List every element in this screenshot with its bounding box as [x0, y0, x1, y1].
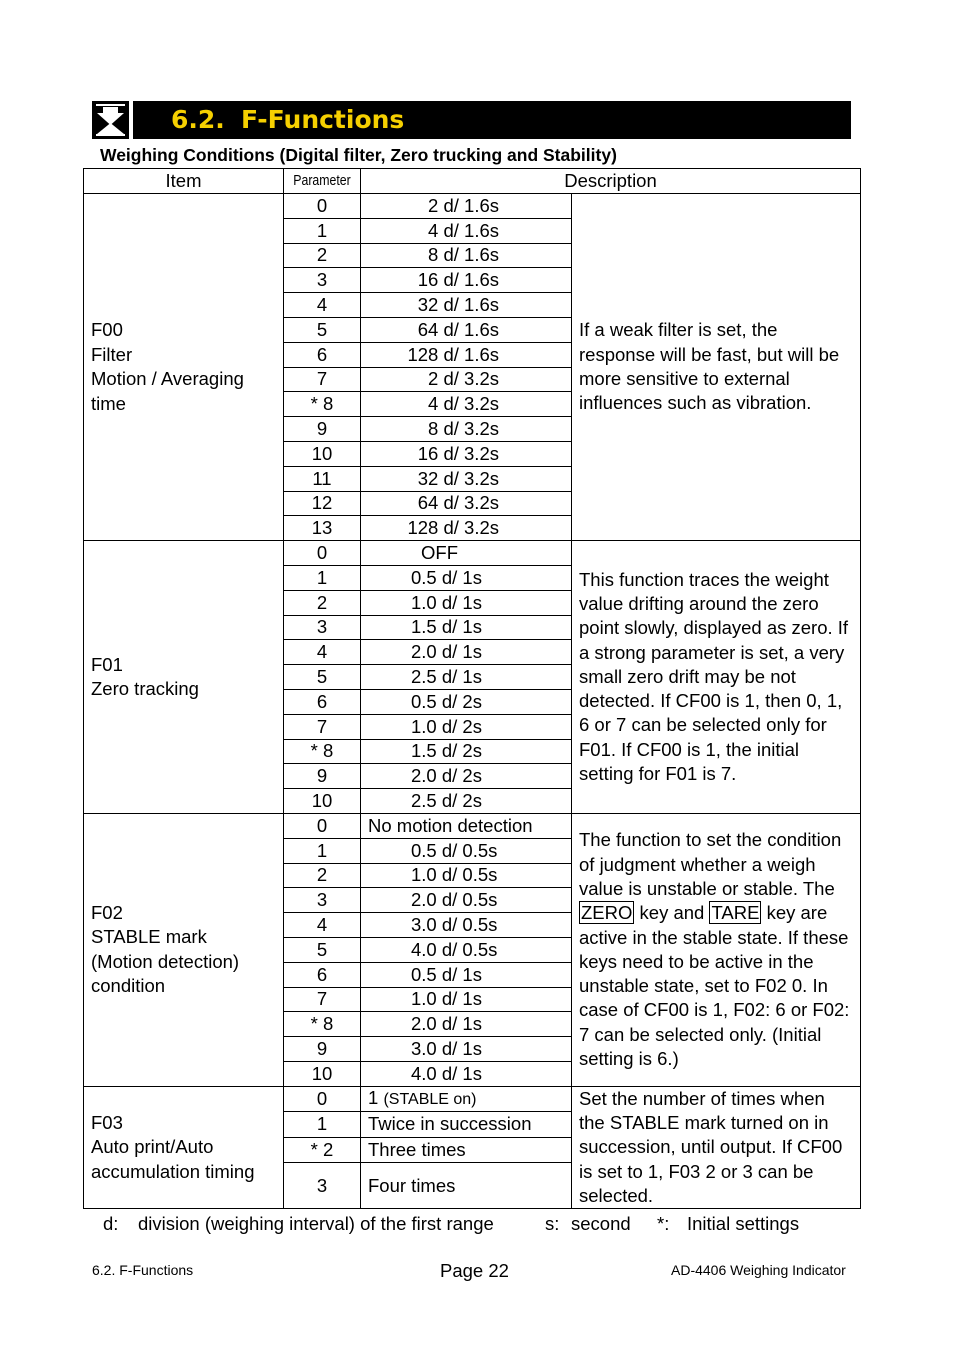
setting-value [361, 491, 572, 516]
parameter-value: 6 [284, 689, 361, 714]
table-row [84, 813, 861, 838]
setting-value [361, 392, 572, 417]
setting-value [361, 863, 572, 888]
item-line: Motion / Averaging [91, 368, 244, 390]
description-cell [572, 541, 861, 814]
item-cell [84, 813, 284, 1086]
setting-value [361, 565, 572, 590]
parameter-value: * 8 [284, 739, 361, 764]
item-cell [84, 1086, 284, 1208]
parameter-value: * 8 [284, 1012, 361, 1037]
setting-value-text: 64 d/ 1.6s [417, 318, 499, 340]
setting-value [361, 268, 572, 293]
item-cell [84, 194, 284, 541]
parameter-value: 9 [284, 1037, 361, 1062]
setting-value [361, 590, 572, 615]
item-line: Zero tracking [91, 678, 199, 700]
setting-value [361, 937, 572, 962]
item-line: Auto print/Auto [91, 1136, 214, 1158]
parameter-value: 0 [284, 194, 361, 219]
setting-value [361, 417, 572, 442]
description-text: The function to set the condition of judgment whether a weigh value is unstable or stable. The [579, 829, 842, 899]
setting-value [361, 714, 572, 739]
table-header-row [84, 169, 861, 194]
parameter-value: 0 [284, 1086, 361, 1112]
setting-value-text: Twice in succession [368, 1113, 532, 1135]
footer-section: 6.2. F-Functions [92, 1262, 194, 1278]
setting-value-text: 3.0 d/ 1s [411, 1037, 482, 1059]
setting-value [361, 218, 572, 243]
setting-value-text: 0.5 d/ 2s [411, 690, 482, 712]
setting-value-text: 4.0 d/ 1s [411, 1062, 482, 1084]
setting-value [361, 194, 572, 219]
setting-value-text: 2 d/ 3.2s [428, 368, 499, 390]
setting-value-text: 1.5 d/ 1s [411, 616, 482, 638]
setting-value [361, 813, 572, 838]
setting-value-text: 4.0 d/ 0.5s [411, 938, 498, 960]
setting-value [361, 838, 572, 863]
setting-value-text: 1.0 d/ 1s [411, 591, 482, 613]
footnote-d-label: d: [103, 1213, 119, 1234]
setting-value-text: 32 d/ 1.6s [417, 294, 499, 316]
setting-value [361, 541, 572, 566]
setting-value-text: 4 d/ 3.2s [428, 393, 499, 415]
parameter-value: 1 [284, 218, 361, 243]
parameter-value: 5 [284, 317, 361, 342]
parameter-value: 12 [284, 491, 361, 516]
item-line: F03 [91, 1111, 123, 1133]
item-line: F00 [91, 319, 123, 341]
parameter-value: 6 [284, 962, 361, 987]
setting-value-text: 2.0 d/ 1s [411, 1013, 482, 1035]
parameter-value: 7 [284, 714, 361, 739]
parameter-value: 1 [284, 838, 361, 863]
parameter-value: 10 [284, 441, 361, 466]
setting-value-text: 8 d/ 3.2s [428, 418, 499, 440]
parameter-value: 2 [284, 863, 361, 888]
parameter-value: 1 [284, 1112, 361, 1137]
parameter-value: 1 [284, 565, 361, 590]
setting-value [361, 962, 572, 987]
section-title: F-Functions [241, 105, 405, 134]
setting-value [361, 243, 572, 268]
setting-value [361, 739, 572, 764]
item-line: condition [91, 975, 166, 997]
setting-value-text: 1.0 d/ 1s [411, 988, 482, 1010]
footnote-s-text: second [571, 1213, 631, 1234]
description-text: key and [634, 902, 710, 924]
setting-value [361, 640, 572, 665]
parameter-value: 2 [284, 243, 361, 268]
section-banner [92, 101, 851, 139]
parameter-value: 11 [284, 466, 361, 491]
parameter-value: 0 [284, 813, 361, 838]
setting-value-text: 0.5 d/ 0.5s [411, 839, 498, 861]
footnote-star-text: Initial settings [687, 1213, 800, 1234]
table-row [84, 541, 861, 566]
description-text: Set the number of times when the STABLE mark turned on in succession, until output. If CF00 is set to 1, F03 2 or 3 can be selected. [579, 1087, 843, 1206]
parameter-value: 0 [284, 541, 361, 566]
setting-value [361, 1037, 572, 1062]
setting-value-text: 2.0 d/ 0.5s [411, 889, 498, 911]
table-row [84, 1086, 861, 1112]
setting-value [361, 516, 572, 541]
setting-value [361, 1012, 572, 1037]
setting-value [361, 466, 572, 491]
parameter-value: 13 [284, 516, 361, 541]
setting-value-text: 8 d/ 1.6s [428, 244, 499, 266]
parameter-value: 3 [284, 615, 361, 640]
setting-value-text: 1 [368, 1086, 384, 1108]
setting-value-text: 128 d/ 1.6s [407, 343, 499, 365]
description-cell [572, 813, 861, 1086]
setting-value-text: 1.0 d/ 0.5s [411, 864, 498, 886]
parameter-value: 5 [284, 665, 361, 690]
footnote-star-label: *: [657, 1213, 670, 1234]
parameter-value: 10 [284, 789, 361, 814]
parameter-value: * 8 [284, 392, 361, 417]
setting-value [361, 987, 572, 1012]
footer-product: AD-4406 Weighing Indicator [671, 1262, 846, 1278]
setting-value [361, 888, 572, 913]
setting-value-text: 1.5 d/ 2s [411, 740, 482, 762]
parameter-value: 7 [284, 367, 361, 392]
setting-value [361, 317, 572, 342]
parameter-value: 6 [284, 342, 361, 367]
setting-value-note: (STABLE on) [383, 1090, 477, 1108]
parameter-value: 3 [284, 888, 361, 913]
item-line: (Motion detection) [91, 950, 240, 972]
setting-value [361, 789, 572, 814]
description-text: This function traces the weight value drifting around the zero point slowly, displayed as zero. If a strong parameter is set, a very small zero drift may be not detected. If CF00 is 1, then 0, 1, 6 or 7 can be selected only for F01. If CF00 is 1, the initial setting for F01 is 7. [579, 568, 849, 785]
setting-value-text: 0.5 d/ 1s [411, 566, 482, 588]
description-cell [572, 194, 861, 541]
item-line: Filter [91, 343, 133, 365]
parameter-value: 3 [284, 268, 361, 293]
item-line: F01 [91, 653, 123, 675]
setting-value-text: 2.5 d/ 2s [411, 790, 482, 812]
setting-value-text: 1.0 d/ 2s [411, 715, 482, 737]
setting-value [361, 1112, 572, 1137]
item-cell [84, 541, 284, 814]
setting-value [361, 1137, 572, 1162]
parameter-value: 2 [284, 590, 361, 615]
footnote-d-text: division (weighing interval) of the first range [138, 1213, 494, 1234]
setting-value [361, 367, 572, 392]
parameter-value: 9 [284, 417, 361, 442]
setting-value-text: Three times [368, 1138, 466, 1160]
setting-value [361, 913, 572, 938]
setting-value [361, 764, 572, 789]
parameter-value: 10 [284, 1061, 361, 1086]
setting-value-text: Four times [368, 1174, 456, 1196]
setting-value-text: 16 d/ 1.6s [417, 269, 499, 291]
section-heading-bar [133, 101, 851, 139]
footnote-s-label: s: [545, 1213, 560, 1234]
setting-value-text: 16 d/ 3.2s [417, 442, 499, 464]
footer-page-number: Page 22 [440, 1260, 509, 1281]
setting-value-text: No motion detection [368, 814, 533, 836]
parameter-value: 9 [284, 764, 361, 789]
setting-value-text: 4 d/ 1.6s [428, 219, 499, 241]
setting-value-text: OFF [421, 542, 458, 564]
setting-value-text: 2.0 d/ 1s [411, 641, 482, 663]
zero-key-label: ZERO [581, 902, 633, 924]
f-functions-table [83, 168, 861, 1209]
down-arrow-to-bar-icon [92, 101, 129, 139]
parameter-value: * 2 [284, 1137, 361, 1162]
item-line: time [91, 392, 126, 414]
item-line: accumulation timing [91, 1160, 255, 1182]
setting-value [361, 441, 572, 466]
setting-value [361, 1086, 572, 1112]
tare-key-label: TARE [711, 902, 760, 924]
setting-value-text: 128 d/ 3.2s [407, 517, 499, 539]
parameter-value: 4 [284, 913, 361, 938]
header-parameter-label: Parameter [293, 172, 351, 189]
description-text: key are active in the stable state. If these keys need to be active in the unstable state, set to F02 0. In case of CF00 is 1, F02: 6 or F02: 7 can be selected only. (Initial setting is 6.) [579, 902, 850, 1069]
item-line: F02 [91, 901, 123, 923]
setting-value-text: 0.5 d/ 1s [411, 963, 482, 985]
setting-value [361, 342, 572, 367]
setting-value-text: 2.0 d/ 2s [411, 765, 482, 787]
setting-value [361, 615, 572, 640]
header-description: Description [361, 169, 861, 194]
setting-value [361, 665, 572, 690]
table-row [84, 194, 861, 219]
header-item: Item [84, 169, 284, 194]
setting-value [361, 293, 572, 318]
table-subtitle: Weighing Conditions (Digital filter, Zero trucking and Stability) [100, 145, 617, 165]
setting-value-text: 3.0 d/ 0.5s [411, 914, 498, 935]
setting-value [361, 1163, 572, 1209]
parameter-value: 4 [284, 293, 361, 318]
parameter-value: 7 [284, 987, 361, 1012]
description-cell [572, 1086, 861, 1208]
parameter-value: 4 [284, 640, 361, 665]
header-parameter [284, 169, 361, 194]
setting-value-text: 64 d/ 3.2s [417, 492, 499, 514]
parameter-value: 5 [284, 937, 361, 962]
item-line: STABLE mark [91, 926, 207, 948]
parameter-value: 3 [284, 1163, 361, 1209]
section-number: 6.2. [171, 105, 225, 134]
setting-value [361, 1061, 572, 1086]
setting-value-text: 2.5 d/ 1s [411, 666, 482, 688]
setting-value-text: 32 d/ 3.2s [417, 467, 499, 489]
setting-value [361, 689, 572, 714]
setting-value-text: 2 d/ 1.6s [428, 194, 499, 216]
description-text: If a weak filter is set, the response will be fast, but will be more sensitive to external influences such as vibration. [579, 319, 840, 414]
